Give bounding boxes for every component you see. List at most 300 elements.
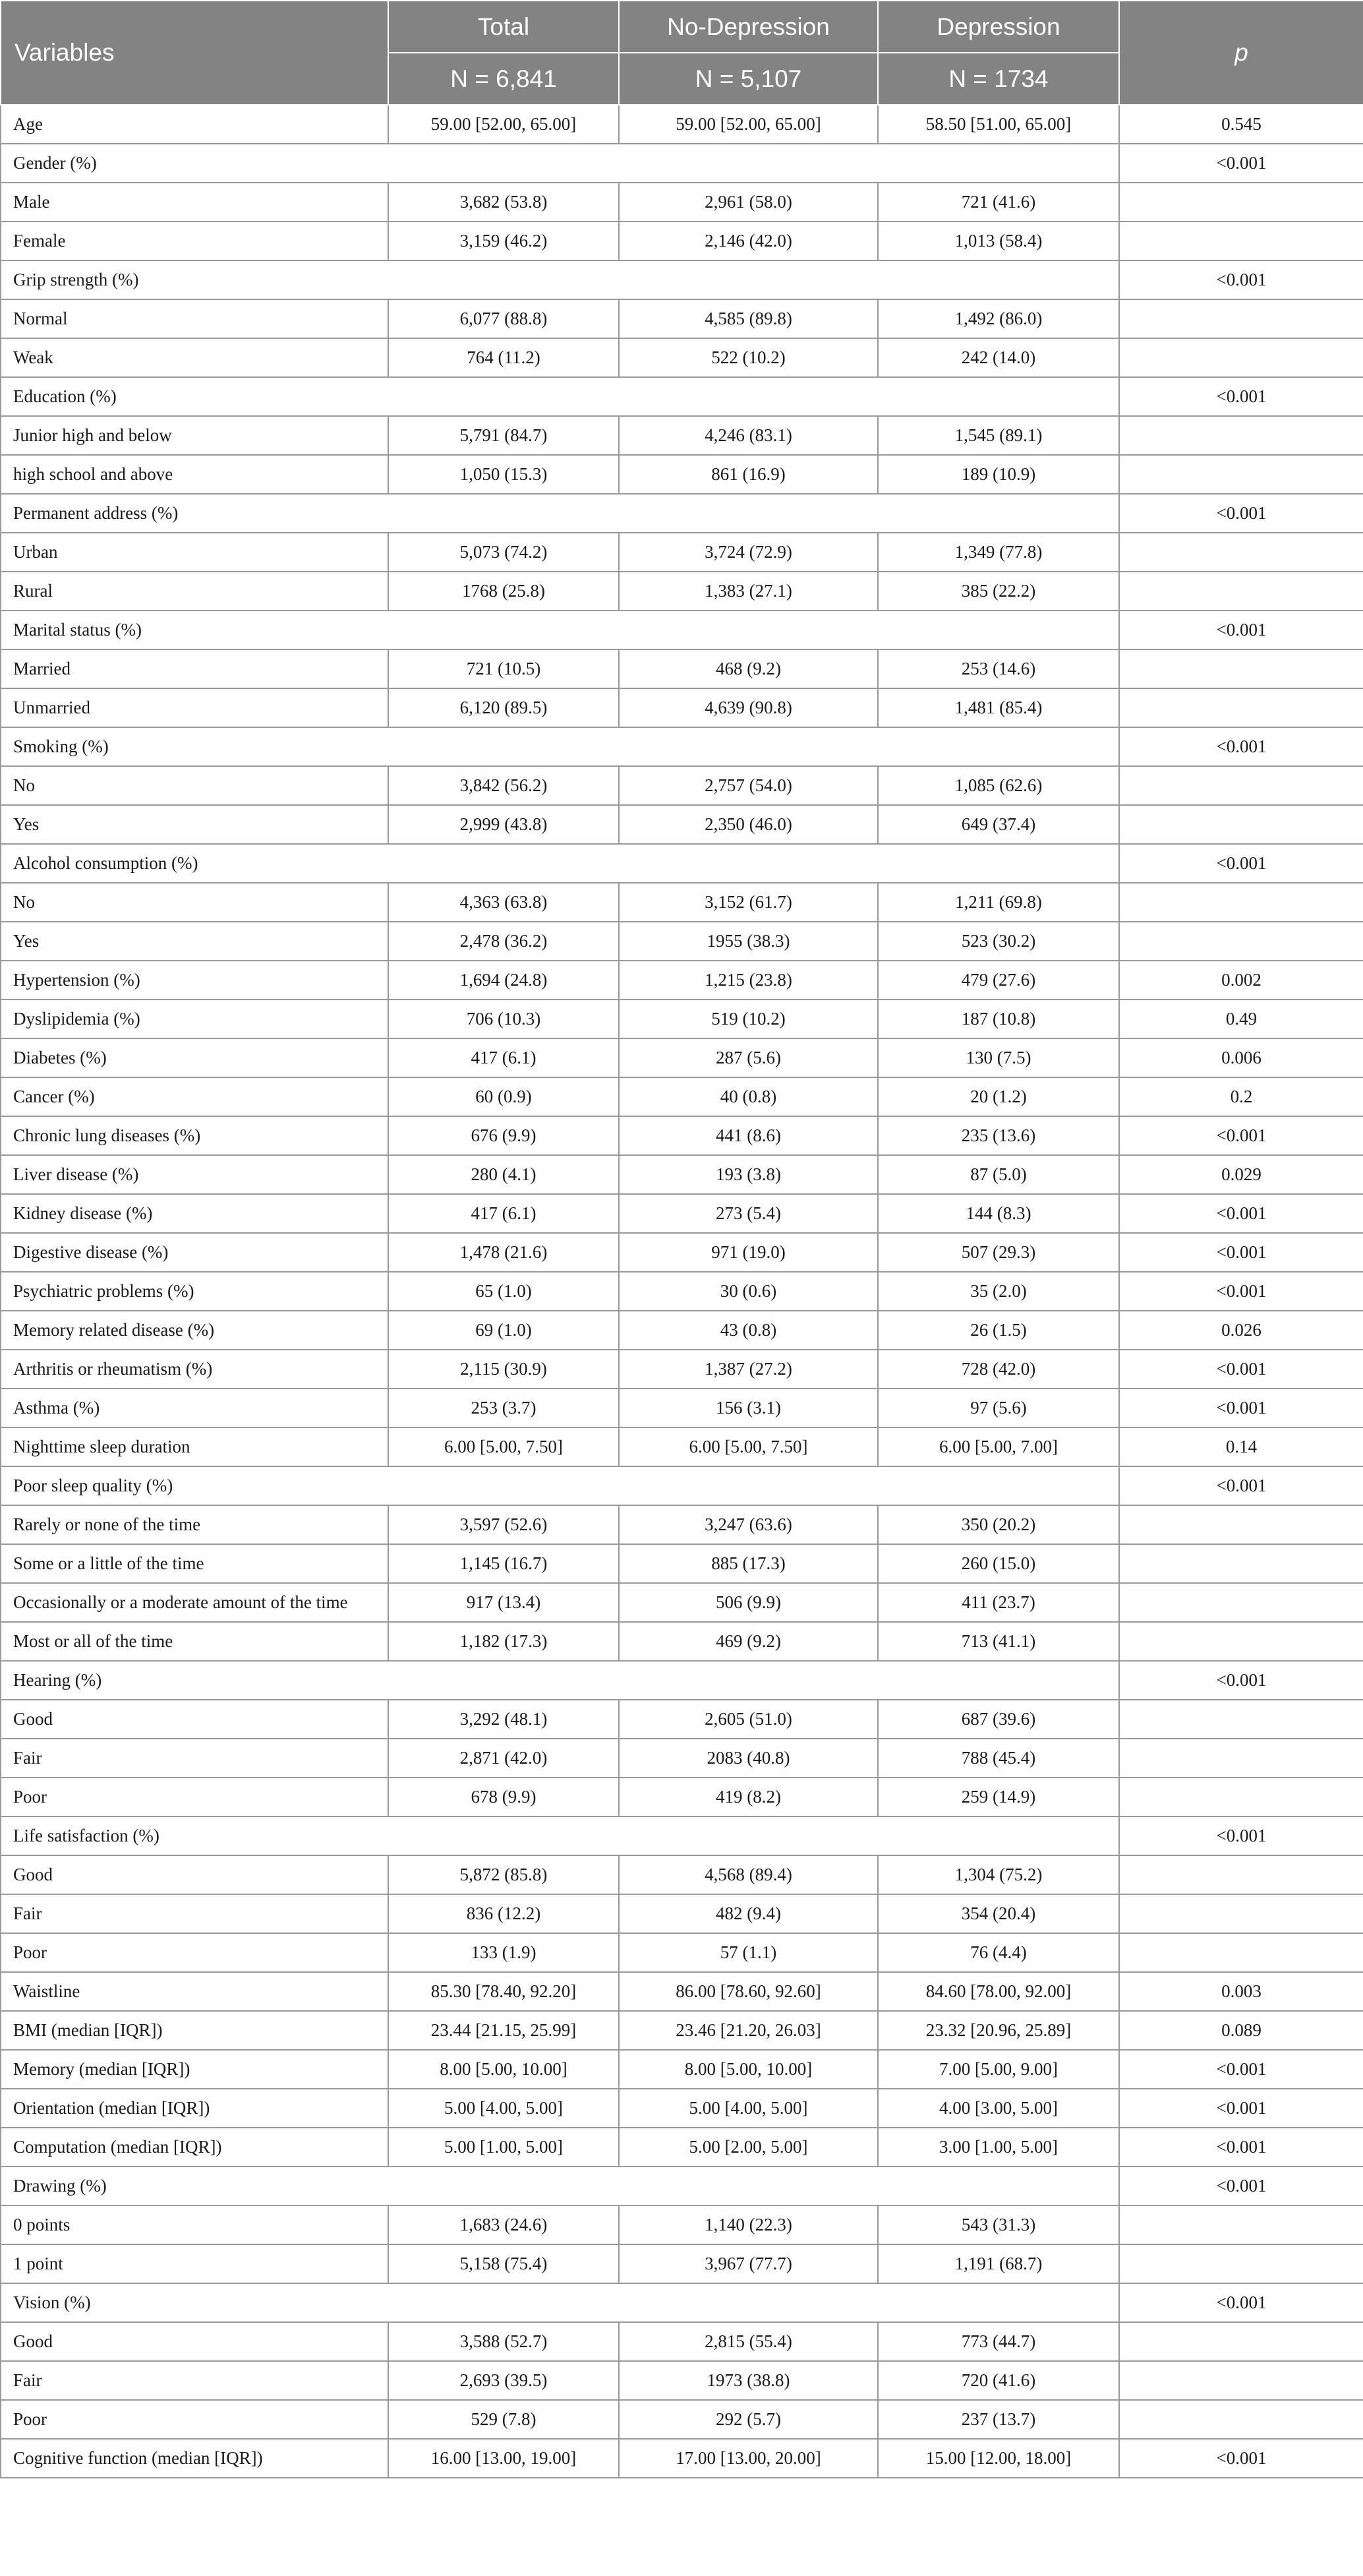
total-cell: 417 (6.1) [388, 1038, 619, 1077]
section-label: Vision (%) [1, 2283, 1119, 2322]
p-value-cell [1119, 1700, 1363, 1739]
no-depression-cell: 2,350 (46.0) [619, 805, 878, 844]
p-value-cell: <0.001 [1119, 844, 1363, 883]
variable-label: Rarely or none of the time [1, 1505, 388, 1544]
total-cell: 2,693 (39.5) [388, 2361, 619, 2400]
table-row [1, 1155, 1363, 1194]
section-label: Education (%) [1, 377, 1119, 416]
no-depression-cell: 43 (0.8) [619, 1311, 878, 1350]
header-n-no-depression: N = 5,107 [619, 53, 878, 105]
depression-cell: 713 (41.1) [878, 1622, 1119, 1661]
no-depression-cell: 861 (16.9) [619, 455, 878, 494]
p-value-cell [1119, 222, 1363, 260]
section-row [1, 844, 1363, 883]
p-value-cell: 0.006 [1119, 1038, 1363, 1077]
no-depression-cell: 4,585 (89.8) [619, 299, 878, 338]
variable-label: Unmarried [1, 688, 388, 727]
section-label: Poor sleep quality (%) [1, 1466, 1119, 1505]
section-row [1, 2167, 1363, 2205]
no-depression-cell: 287 (5.6) [619, 1038, 878, 1077]
header-no-depression: No-Depression [619, 1, 878, 53]
depression-cell: 4.00 [3.00, 5.00] [878, 2089, 1119, 2128]
no-depression-cell: 5.00 [4.00, 5.00] [619, 2089, 878, 2128]
variable-label: Female [1, 222, 388, 260]
section-row [1, 494, 1363, 533]
p-value-cell: <0.001 [1119, 494, 1363, 533]
p-value-cell [1119, 1505, 1363, 1544]
table-row [1, 2400, 1363, 2439]
table-row [1, 1194, 1363, 1233]
variable-label: Chronic lung diseases (%) [1, 1116, 388, 1155]
variable-label: BMI (median [IQR]) [1, 2011, 388, 2050]
p-value-cell [1119, 1544, 1363, 1583]
p-value-cell: <0.001 [1119, 144, 1363, 183]
table-row [1, 183, 1363, 222]
p-value-cell [1119, 572, 1363, 611]
total-cell: 676 (9.9) [388, 1116, 619, 1155]
depression-cell: 523 (30.2) [878, 922, 1119, 961]
table-row [1, 1855, 1363, 1894]
total-cell: 8.00 [5.00, 10.00] [388, 2050, 619, 2089]
depression-cell: 87 (5.0) [878, 1155, 1119, 1194]
p-value-cell: 0.2 [1119, 1077, 1363, 1116]
total-cell: 5,158 (75.4) [388, 2244, 619, 2283]
p-value-cell: <0.001 [1119, 1661, 1363, 1700]
variable-label: Asthma (%) [1, 1389, 388, 1427]
table-row [1, 1544, 1363, 1583]
table-row [1, 1038, 1363, 1077]
table-row [1, 766, 1363, 805]
no-depression-cell: 86.00 [78.60, 92.60] [619, 1972, 878, 2011]
table-row [1, 1505, 1363, 1544]
section-row [1, 727, 1363, 766]
p-value-cell: 0.029 [1119, 1155, 1363, 1194]
table-row [1, 883, 1363, 922]
table-header [1, 1, 1363, 105]
depression-cell: 259 (14.9) [878, 1778, 1119, 1816]
p-value-cell [1119, 1855, 1363, 1894]
depression-cell: 728 (42.0) [878, 1350, 1119, 1389]
no-depression-cell: 441 (8.6) [619, 1116, 878, 1155]
p-value-cell [1119, 338, 1363, 377]
depression-cell: 253 (14.6) [878, 649, 1119, 688]
depression-cell: 354 (20.4) [878, 1894, 1119, 1933]
depression-cell: 1,492 (86.0) [878, 299, 1119, 338]
p-value-cell: <0.001 [1119, 377, 1363, 416]
header-p-value: p [1119, 1, 1363, 105]
no-depression-cell: 971 (19.0) [619, 1233, 878, 1272]
table-row [1, 1972, 1363, 2011]
no-depression-cell: 6.00 [5.00, 7.50] [619, 1427, 878, 1466]
no-depression-cell: 4,639 (90.8) [619, 688, 878, 727]
depression-cell: 1,304 (75.2) [878, 1855, 1119, 1894]
depression-cell: 507 (29.3) [878, 1233, 1119, 1272]
total-cell: 1,694 (24.8) [388, 961, 619, 1000]
no-depression-cell: 3,152 (61.7) [619, 883, 878, 922]
table-row [1, 1311, 1363, 1350]
total-cell: 764 (11.2) [388, 338, 619, 377]
total-cell: 836 (12.2) [388, 1894, 619, 1933]
depression-cell: 7.00 [5.00, 9.00] [878, 2050, 1119, 2089]
depression-cell: 58.50 [51.00, 65.00] [878, 105, 1119, 144]
p-value-cell: <0.001 [1119, 2089, 1363, 2128]
table-row [1, 2089, 1363, 2128]
variable-label: Hypertension (%) [1, 961, 388, 1000]
total-cell: 6.00 [5.00, 7.50] [388, 1427, 619, 1466]
total-cell: 529 (7.8) [388, 2400, 619, 2439]
p-value-cell [1119, 883, 1363, 922]
depression-cell: 773 (44.7) [878, 2322, 1119, 2361]
table-row [1, 2128, 1363, 2167]
table-row [1, 922, 1363, 961]
total-cell: 5,073 (74.2) [388, 533, 619, 572]
p-value-cell: <0.001 [1119, 1389, 1363, 1427]
table-row [1, 805, 1363, 844]
no-depression-cell: 3,247 (63.6) [619, 1505, 878, 1544]
table-row [1, 2439, 1363, 2478]
no-depression-cell: 4,568 (89.4) [619, 1855, 878, 1894]
variable-label: 1 point [1, 2244, 388, 2283]
section-row [1, 2283, 1363, 2322]
depression-cell: 720 (41.6) [878, 2361, 1119, 2400]
p-value-cell: <0.001 [1119, 1272, 1363, 1311]
section-row [1, 1816, 1363, 1855]
total-cell: 16.00 [13.00, 19.00] [388, 2439, 619, 2478]
table-row [1, 1622, 1363, 1661]
table-row [1, 1000, 1363, 1038]
total-cell: 3,292 (48.1) [388, 1700, 619, 1739]
section-label: Smoking (%) [1, 727, 1119, 766]
table-row [1, 222, 1363, 260]
no-depression-cell: 1,140 (22.3) [619, 2205, 878, 2244]
variable-label: Computation (median [IQR]) [1, 2128, 388, 2167]
total-cell: 65 (1.0) [388, 1272, 619, 1311]
p-value-cell: 0.026 [1119, 1311, 1363, 1350]
table-row [1, 1894, 1363, 1933]
p-value-cell: 0.49 [1119, 1000, 1363, 1038]
total-cell: 5.00 [4.00, 5.00] [388, 2089, 619, 2128]
total-cell: 3,588 (52.7) [388, 2322, 619, 2361]
depression-cell: 721 (41.6) [878, 183, 1119, 222]
p-value-cell: 0.089 [1119, 2011, 1363, 2050]
depression-cell: 76 (4.4) [878, 1933, 1119, 1972]
no-depression-cell: 1955 (38.3) [619, 922, 878, 961]
section-row [1, 377, 1363, 416]
p-value-cell: 0.545 [1119, 105, 1363, 144]
table-row [1, 1077, 1363, 1116]
table-row [1, 2011, 1363, 2050]
no-depression-cell: 1973 (38.8) [619, 2361, 878, 2400]
section-row [1, 611, 1363, 649]
total-cell: 253 (3.7) [388, 1389, 619, 1427]
total-cell: 721 (10.5) [388, 649, 619, 688]
no-depression-cell: 2083 (40.8) [619, 1739, 878, 1778]
total-cell: 917 (13.4) [388, 1583, 619, 1622]
section-label: Hearing (%) [1, 1661, 1119, 1700]
table-row [1, 2244, 1363, 2283]
no-depression-cell: 469 (9.2) [619, 1622, 878, 1661]
section-row [1, 1661, 1363, 1700]
p-value-cell [1119, 416, 1363, 455]
p-value-cell: 0.14 [1119, 1427, 1363, 1466]
variable-label: Occasionally or a moderate amount of the time [1, 1583, 388, 1622]
p-value-cell: <0.001 [1119, 727, 1363, 766]
depression-cell: 3.00 [1.00, 5.00] [878, 2128, 1119, 2167]
table-row [1, 1116, 1363, 1155]
total-cell: 1,683 (24.6) [388, 2205, 619, 2244]
p-value-cell [1119, 922, 1363, 961]
total-cell: 1,050 (15.3) [388, 455, 619, 494]
total-cell: 2,478 (36.2) [388, 922, 619, 961]
table-row [1, 961, 1363, 1000]
variable-label: Most or all of the time [1, 1622, 388, 1661]
table-row [1, 338, 1363, 377]
variable-label: Rural [1, 572, 388, 611]
variable-label: high school and above [1, 455, 388, 494]
no-depression-cell: 23.46 [21.20, 26.03] [619, 2011, 878, 2050]
no-depression-cell: 519 (10.2) [619, 1000, 878, 1038]
depression-cell: 187 (10.8) [878, 1000, 1119, 1038]
variable-label: Psychiatric problems (%) [1, 1272, 388, 1311]
total-cell: 4,363 (63.8) [388, 883, 619, 922]
no-depression-cell: 59.00 [52.00, 65.00] [619, 105, 878, 144]
variable-label: Age [1, 105, 388, 144]
total-cell: 706 (10.3) [388, 1000, 619, 1038]
table-row [1, 1233, 1363, 1272]
variable-label: Urban [1, 533, 388, 572]
header-total: Total [388, 1, 619, 53]
no-depression-cell: 3,967 (77.7) [619, 2244, 878, 2283]
p-value-cell: <0.001 [1119, 1194, 1363, 1233]
p-value-cell [1119, 1894, 1363, 1933]
p-value-cell: <0.001 [1119, 2167, 1363, 2205]
variable-label: Good [1, 2322, 388, 2361]
p-value-cell [1119, 183, 1363, 222]
p-value-cell [1119, 1739, 1363, 1778]
total-cell: 2,871 (42.0) [388, 1739, 619, 1778]
p-value-cell: <0.001 [1119, 2050, 1363, 2089]
section-label: Drawing (%) [1, 2167, 1119, 2205]
p-value-cell: 0.003 [1119, 1972, 1363, 2011]
p-value-cell: <0.001 [1119, 611, 1363, 649]
header-n-total: N = 6,841 [388, 53, 619, 105]
depression-cell: 1,191 (68.7) [878, 2244, 1119, 2283]
depression-cell: 1,085 (62.6) [878, 766, 1119, 805]
no-depression-cell: 1,215 (23.8) [619, 961, 878, 1000]
depression-cell: 411 (23.7) [878, 1583, 1119, 1622]
depression-cell: 242 (14.0) [878, 338, 1119, 377]
variable-label: Normal [1, 299, 388, 338]
variable-label: Cognitive function (median [IQR]) [1, 2439, 388, 2478]
depression-cell: 237 (13.7) [878, 2400, 1119, 2439]
table-row [1, 1933, 1363, 1972]
table-row [1, 1272, 1363, 1311]
total-cell: 69 (1.0) [388, 1311, 619, 1350]
table-row [1, 105, 1363, 144]
total-cell: 5.00 [1.00, 5.00] [388, 2128, 619, 2167]
header-variables: Variables [1, 1, 388, 105]
total-cell: 1,182 (17.3) [388, 1622, 619, 1661]
table-row [1, 1700, 1363, 1739]
depression-cell: 1,349 (77.8) [878, 533, 1119, 572]
p-value-cell [1119, 2322, 1363, 2361]
p-value-cell [1119, 1622, 1363, 1661]
variable-label: Liver disease (%) [1, 1155, 388, 1194]
depression-cell: 385 (22.2) [878, 572, 1119, 611]
table-row [1, 1389, 1363, 1427]
no-depression-cell: 2,146 (42.0) [619, 222, 878, 260]
variable-label: 0 points [1, 2205, 388, 2244]
no-depression-cell: 3,724 (72.9) [619, 533, 878, 572]
depression-cell: 23.32 [20.96, 25.89] [878, 2011, 1119, 2050]
table-row [1, 572, 1363, 611]
depression-cell: 35 (2.0) [878, 1272, 1119, 1311]
total-cell: 6,077 (88.8) [388, 299, 619, 338]
no-depression-cell: 506 (9.9) [619, 1583, 878, 1622]
table-row [1, 533, 1363, 572]
table-row [1, 1778, 1363, 1816]
no-depression-cell: 482 (9.4) [619, 1894, 878, 1933]
header-depression: Depression [878, 1, 1119, 53]
p-value-cell [1119, 533, 1363, 572]
variable-label: Kidney disease (%) [1, 1194, 388, 1233]
no-depression-cell: 522 (10.2) [619, 338, 878, 377]
variable-label: Fair [1, 1894, 388, 1933]
variable-label: Poor [1, 1933, 388, 1972]
no-depression-cell: 156 (3.1) [619, 1389, 878, 1427]
depression-cell: 350 (20.2) [878, 1505, 1119, 1544]
variable-label: Some or a little of the time [1, 1544, 388, 1583]
p-value-cell: <0.001 [1119, 1116, 1363, 1155]
section-label: Life satisfaction (%) [1, 1816, 1119, 1855]
no-depression-cell: 273 (5.4) [619, 1194, 878, 1233]
table-row [1, 1583, 1363, 1622]
variable-label: Nighttime sleep duration [1, 1427, 388, 1466]
p-value-cell: <0.001 [1119, 260, 1363, 299]
p-value-cell [1119, 1583, 1363, 1622]
no-depression-cell: 2,605 (51.0) [619, 1700, 878, 1739]
p-value-cell: <0.001 [1119, 2128, 1363, 2167]
p-value-cell [1119, 299, 1363, 338]
total-cell: 3,159 (46.2) [388, 222, 619, 260]
table-row [1, 688, 1363, 727]
p-value-cell [1119, 1933, 1363, 1972]
variable-label: Arthritis or rheumatism (%) [1, 1350, 388, 1389]
no-depression-cell: 1,383 (27.1) [619, 572, 878, 611]
no-depression-cell: 5.00 [2.00, 5.00] [619, 2128, 878, 2167]
depression-cell: 479 (27.6) [878, 961, 1119, 1000]
depression-cell: 97 (5.6) [878, 1389, 1119, 1427]
depression-cell: 26 (1.5) [878, 1311, 1119, 1350]
no-depression-cell: 57 (1.1) [619, 1933, 878, 1972]
p-value-cell: <0.001 [1119, 2439, 1363, 2478]
variable-label: Good [1, 1700, 388, 1739]
p-value-cell [1119, 2400, 1363, 2439]
header-n-depression: N = 1734 [878, 53, 1119, 105]
table-row [1, 2050, 1363, 2089]
total-cell: 678 (9.9) [388, 1778, 619, 1816]
total-cell: 60 (0.9) [388, 1077, 619, 1116]
table-body [1, 105, 1363, 2478]
depression-cell: 15.00 [12.00, 18.00] [878, 2439, 1119, 2478]
no-depression-cell: 419 (8.2) [619, 1778, 878, 1816]
variable-label: Memory related disease (%) [1, 1311, 388, 1350]
no-depression-cell: 17.00 [13.00, 20.00] [619, 2439, 878, 2478]
p-value-cell [1119, 2205, 1363, 2244]
depression-cell: 6.00 [5.00, 7.00] [878, 1427, 1119, 1466]
total-cell: 3,842 (56.2) [388, 766, 619, 805]
p-value-cell: <0.001 [1119, 1350, 1363, 1389]
variable-label: Weak [1, 338, 388, 377]
variable-label: Fair [1, 2361, 388, 2400]
variable-label: Digestive disease (%) [1, 1233, 388, 1272]
depression-cell: 189 (10.9) [878, 455, 1119, 494]
total-cell: 1,145 (16.7) [388, 1544, 619, 1583]
no-depression-cell: 2,961 (58.0) [619, 183, 878, 222]
section-row [1, 1466, 1363, 1505]
depression-cell: 84.60 [78.00, 92.00] [878, 1972, 1119, 2011]
table-row [1, 1739, 1363, 1778]
depression-cell: 1,481 (85.4) [878, 688, 1119, 727]
table-row [1, 1427, 1363, 1466]
p-value-cell [1119, 455, 1363, 494]
no-depression-cell: 4,246 (83.1) [619, 416, 878, 455]
section-label: Marital status (%) [1, 611, 1119, 649]
depression-cell: 235 (13.6) [878, 1116, 1119, 1155]
variable-label: Poor [1, 2400, 388, 2439]
p-value-cell: <0.001 [1119, 1233, 1363, 1272]
variable-label: Male [1, 183, 388, 222]
total-cell: 85.30 [78.40, 92.20] [388, 1972, 619, 2011]
no-depression-cell: 292 (5.7) [619, 2400, 878, 2439]
total-cell: 5,872 (85.8) [388, 1855, 619, 1894]
total-cell: 6,120 (89.5) [388, 688, 619, 727]
no-depression-cell: 1,387 (27.2) [619, 1350, 878, 1389]
no-depression-cell: 8.00 [5.00, 10.00] [619, 2050, 878, 2089]
variable-label: Waistline [1, 1972, 388, 2011]
p-value-cell [1119, 688, 1363, 727]
section-row [1, 144, 1363, 183]
p-value-cell: <0.001 [1119, 1816, 1363, 1855]
total-cell: 5,791 (84.7) [388, 416, 619, 455]
total-cell: 133 (1.9) [388, 1933, 619, 1972]
total-cell: 3,597 (52.6) [388, 1505, 619, 1544]
p-value-cell [1119, 2244, 1363, 2283]
variable-label: Dyslipidemia (%) [1, 1000, 388, 1038]
depression-cell: 20 (1.2) [878, 1077, 1119, 1116]
no-depression-cell: 2,757 (54.0) [619, 766, 878, 805]
table-row [1, 2361, 1363, 2400]
variable-label: No [1, 766, 388, 805]
section-label: Alcohol consumption (%) [1, 844, 1119, 883]
variable-label: Cancer (%) [1, 1077, 388, 1116]
depression-cell: 543 (31.3) [878, 2205, 1119, 2244]
p-value-cell: <0.001 [1119, 1466, 1363, 1505]
p-value-cell [1119, 649, 1363, 688]
variable-label: Fair [1, 1739, 388, 1778]
depression-cell: 1,545 (89.1) [878, 416, 1119, 455]
section-label: Grip strength (%) [1, 260, 1119, 299]
depression-cell: 1,211 (69.8) [878, 883, 1119, 922]
table-row [1, 455, 1363, 494]
no-depression-cell: 468 (9.2) [619, 649, 878, 688]
variable-label: Orientation (median [IQR]) [1, 2089, 388, 2128]
section-label: Gender (%) [1, 144, 1119, 183]
total-cell: 1768 (25.8) [388, 572, 619, 611]
variable-label: Married [1, 649, 388, 688]
table-row [1, 1350, 1363, 1389]
variable-label: Yes [1, 922, 388, 961]
